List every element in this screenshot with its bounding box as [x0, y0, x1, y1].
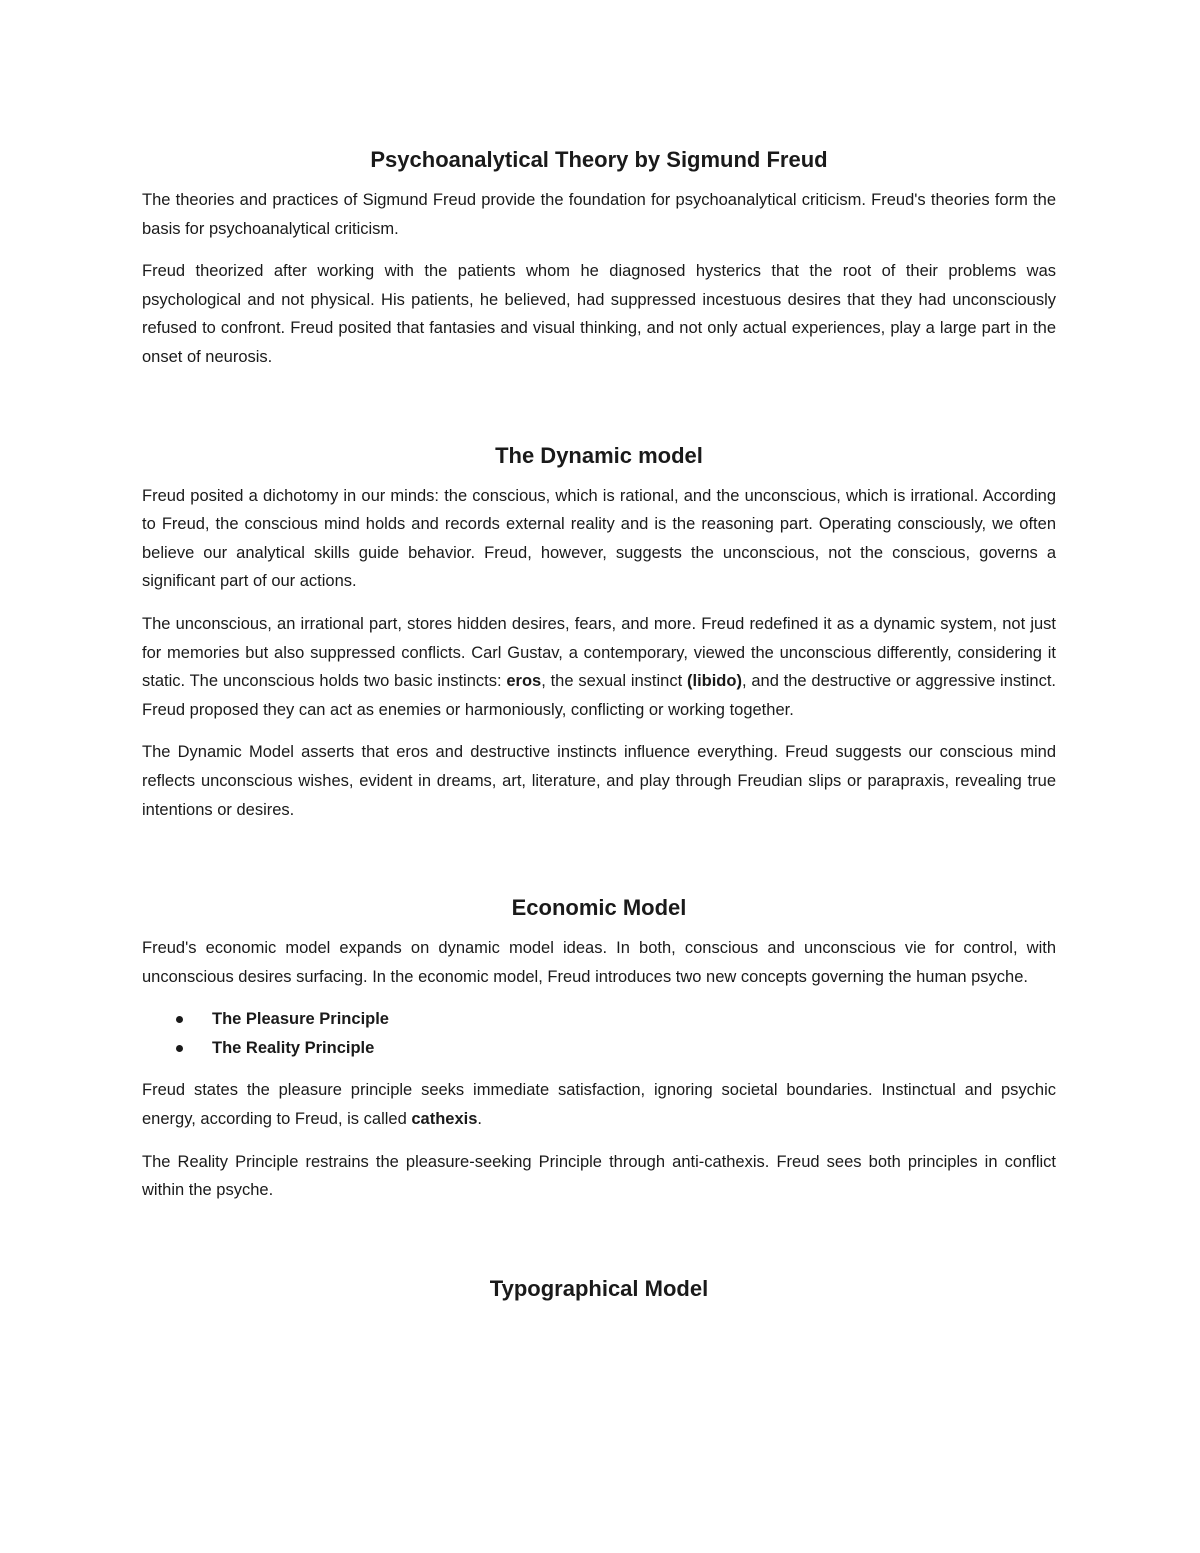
paragraph-text: , and the destructive or aggressive instinct. Freud proposed they can act as enemies or harmoniously, conflicting or working together.	[142, 672, 1056, 719]
bullet-icon	[176, 1045, 183, 1052]
dynamic-model-heading: The Dynamic model	[495, 442, 703, 468]
section-spacer	[142, 386, 1056, 436]
typographical-model-heading: Typographical Model	[489, 1275, 709, 1301]
term-eros: eros	[506, 672, 542, 691]
economic-model-paragraph-3: The Reality Principle restrains the pleasure-seeking Principle through anti-cathexis. Freud sees both principles in conflict within the psyche.	[142, 1152, 1056, 1200]
term-libido: (libido)	[686, 672, 742, 691]
economic-model-heading: Economic Model	[511, 895, 687, 921]
document-page	[142, 140, 1056, 1315]
paragraph-text: The unconscious, an irrational part, stores hidden desires, fears, and more. Freud redefined it as a dynamic system, not just for memories but also suppressed conflicts. Carl Gustav, a contemporary, viewed the unconscious differently, considering it static. The unconscious holds two basic instincts:	[142, 614, 1056, 691]
economic-model-paragraph-1: Freud's economic model expands on dynamic model ideas. In both, conscious and unconscious vie for control, with unconscious desires surfacing. In the economic model, Freud introduces two new concepts governing the human psyche.	[142, 939, 1056, 986]
intro-paragraph-1: The theories and practices of Sigmund Freud provide the foundation for psychoanalytical criticism. Freud's theories form the basis for psychoanalytical criticism.	[142, 191, 1056, 238]
term-cathexis: cathexis	[411, 1110, 478, 1129]
paragraph-text: , the sexual instinct	[541, 672, 687, 691]
dynamic-model-paragraph-1: Freud posited a dichotomy in our minds: the conscious, which is rational, and the unconscious, which is irrational. According to Freud, the conscious mind holds and records external reality and is the reasoning part. Operating consciously, we often believe our analytical skills guide behavior. Freud, however, suggests the unconscious, not the conscious, governs a significant part of our actions.	[142, 486, 1056, 591]
dynamic-model-paragraph-2	[142, 610, 1056, 724]
economic-model-paragraph-2	[142, 1076, 1056, 1133]
dynamic-model-paragraph-3: The Dynamic Model asserts that eros and destructive instincts influence everything. Freud suggests our conscious mind reflects unconscious wishes, evident in dreams, art, literature, and play through Freudian slips or parapraxis, revealing true intentions or desires.	[142, 743, 1056, 819]
list-item-label: The Pleasure Principle	[212, 1010, 389, 1029]
principles-list	[142, 1005, 1056, 1062]
section-spacer	[142, 1219, 1056, 1269]
section-spacer	[142, 838, 1056, 888]
paragraph-text: .	[477, 1110, 482, 1129]
intro-paragraph-2: Freud theorized after working with the patients whom he diagnosed hysterics that the root of their problems was psychological and not physical. His patients, he believed, had suppressed incestuous desires that they had unconsciously refused to confront. Freud posited that fantasies and visual thinking, and not only actual experiences, play a large part in the onset of neurosis.	[142, 262, 1056, 366]
list-item	[176, 1034, 1056, 1063]
bullet-icon	[176, 1016, 183, 1023]
list-item-label: The Reality Principle	[212, 1038, 375, 1057]
list-item	[176, 1005, 1056, 1034]
document-title: Psychoanalytical Theory by Sigmund Freud	[370, 147, 828, 172]
paragraph-text: Freud states the pleasure principle seeks immediate satisfaction, ignoring societal boundaries. Instinctual and psychic energy, according to Freud, is called	[142, 1081, 1056, 1129]
